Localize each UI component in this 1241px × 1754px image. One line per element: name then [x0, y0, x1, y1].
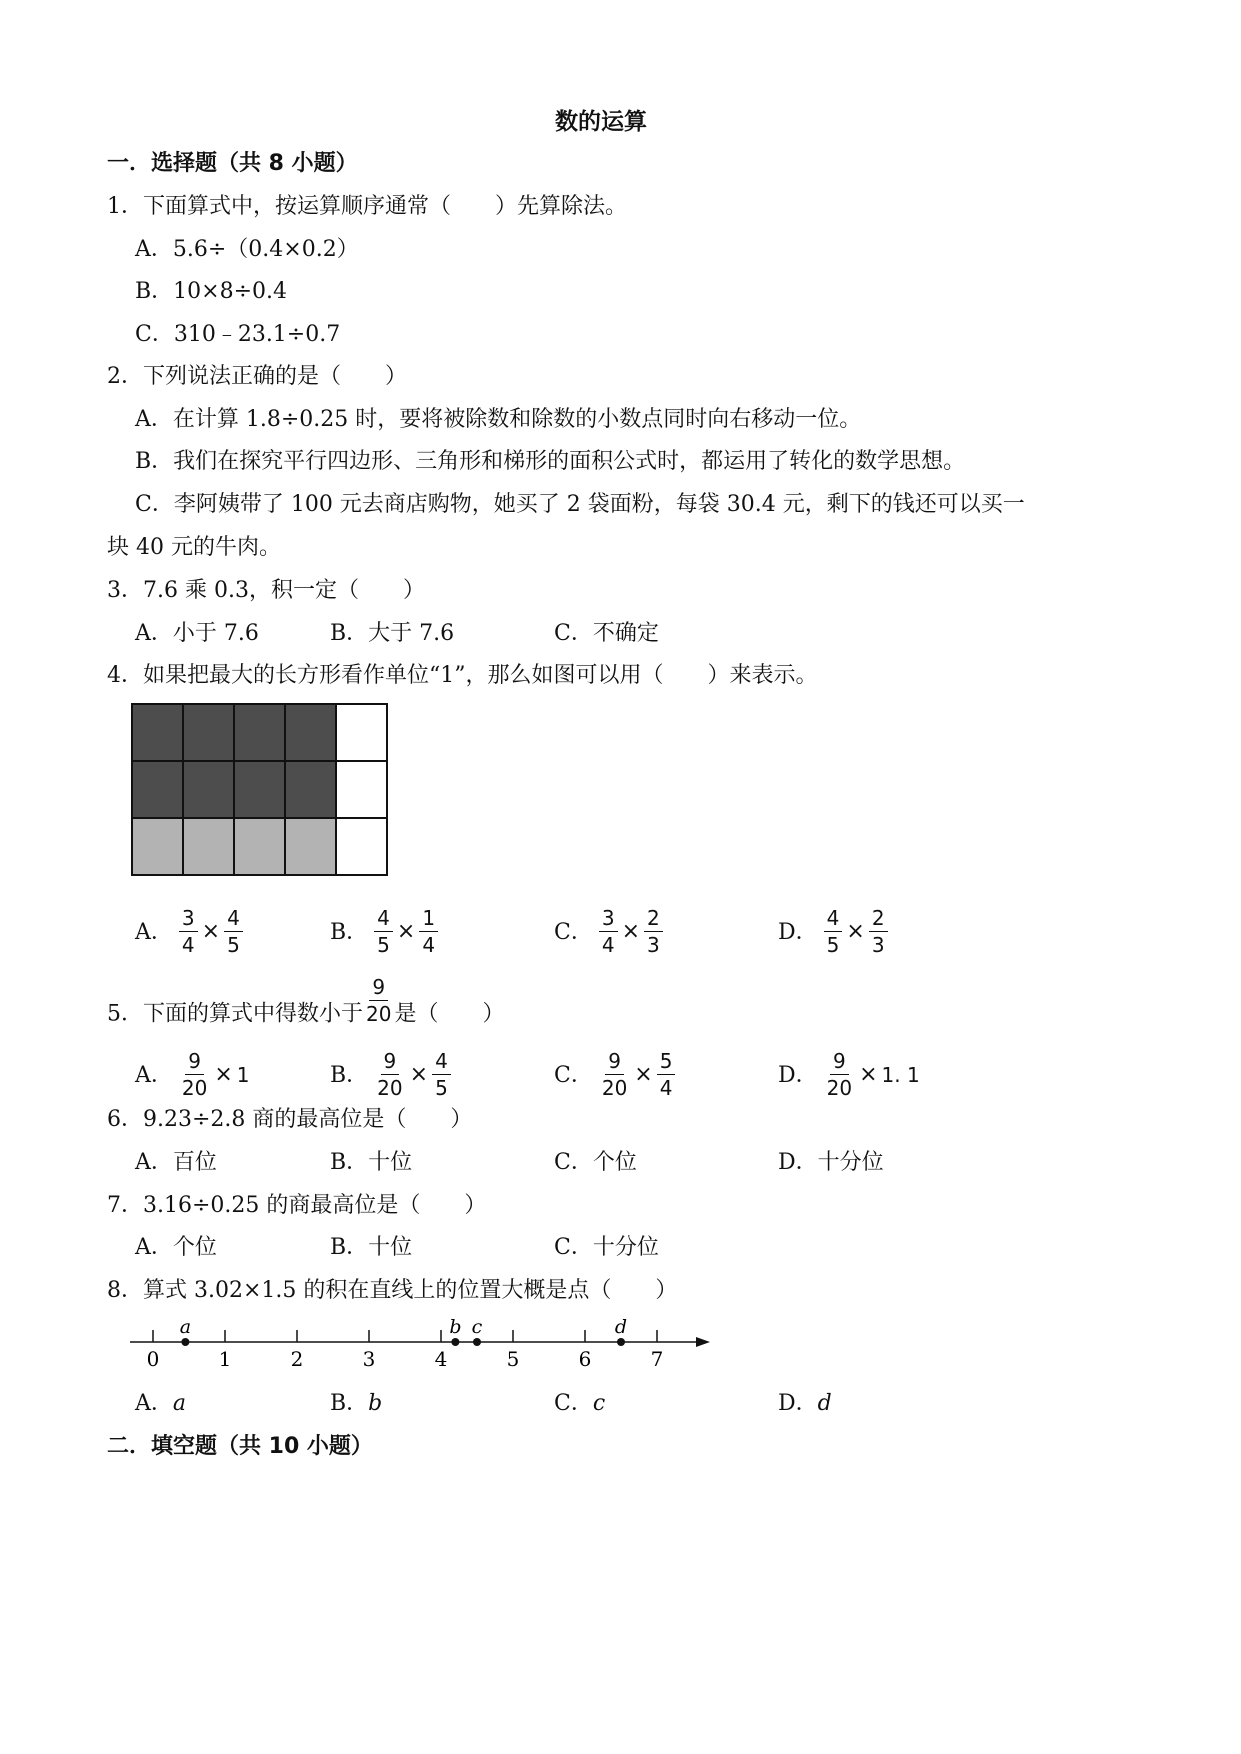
point-label: a	[179, 1316, 192, 1338]
grid-cell	[234, 704, 285, 761]
question-7: 7．3.16÷0.25 的商最高位是（ ）	[107, 1193, 487, 1218]
tick-label: 3	[362, 1347, 376, 1371]
q5-option-d[interactable]	[778, 1049, 920, 1113]
q6-option-a[interactable]: A．百位	[135, 1150, 217, 1175]
fraction: $\frac{9}{20}$	[377, 1049, 403, 1100]
point-d	[617, 1338, 625, 1346]
question-8: 8．算式 3.02×1.5 的积在直线上的位置大概是点（ ）	[107, 1278, 678, 1303]
tick-label: 1	[218, 1347, 232, 1371]
fraction-grid-figure	[130, 702, 390, 878]
q7-option-b[interactable]: B．十位	[330, 1235, 413, 1260]
grid-cell	[285, 818, 336, 875]
q1-option-c[interactable]: C．310﹣23.1÷0.7	[135, 322, 341, 347]
option-label: B．	[330, 1391, 369, 1416]
tick-label: 0	[146, 1347, 160, 1371]
grid-cell	[336, 818, 387, 875]
question-5	[107, 975, 505, 1039]
option-value: b	[368, 1391, 383, 1416]
math-expression	[599, 1050, 676, 1099]
math-expression	[824, 907, 888, 956]
q5-option-c[interactable]	[554, 1049, 675, 1113]
math-expression	[374, 1050, 451, 1099]
grid-cell	[132, 761, 183, 818]
q6-option-b[interactable]: B．十位	[330, 1150, 413, 1175]
option-label: B．	[330, 1063, 369, 1088]
q4-option-d[interactable]	[778, 906, 888, 970]
grid-cell	[183, 704, 234, 761]
arrow-head-icon	[696, 1337, 710, 1347]
q5-text-after: 是（ ）	[394, 1001, 505, 1027]
grid-cell	[234, 761, 285, 818]
fraction: $\frac{9}{20}$	[826, 1049, 853, 1100]
option-label: D．	[778, 1063, 818, 1088]
option-label: D．	[778, 1391, 818, 1416]
page-title: 数的运算	[555, 109, 647, 135]
q1-option-b[interactable]: B．10×8÷0.4	[135, 279, 288, 304]
question-4: 4．如果把最大的长方形看作单位“1”，那么如图可以用（ ）来表示。	[107, 663, 818, 688]
fraction: $\frac{4}{5}$	[374, 907, 393, 956]
option-value: d	[817, 1391, 832, 1416]
option-label: A．	[135, 1391, 173, 1416]
q7-option-c[interactable]: C．十分位	[554, 1235, 659, 1260]
option-label: A．	[135, 920, 173, 945]
point-label: c	[471, 1316, 483, 1338]
point-label: d	[614, 1316, 628, 1338]
times-operator: ×	[846, 918, 865, 944]
q5-text-before: 5．下面的算式中得数小于	[107, 1001, 363, 1027]
times-operator: ×	[214, 1061, 233, 1087]
fraction: $\frac{4}{5}$	[432, 1050, 451, 1099]
q2-option-c[interactable]: C．李阿姨带了 100 元去商店购物，她买了 2 袋面粉，每袋 30.4 元，剩下的钱还可以买一	[135, 492, 1025, 517]
number-line-figure	[120, 1316, 720, 1376]
times-operator: ×	[634, 1061, 653, 1087]
grid-cell	[183, 761, 234, 818]
q4-option-a[interactable]	[135, 906, 243, 970]
option-label: C．	[554, 1063, 593, 1088]
times-operator: ×	[396, 918, 416, 944]
fraction: $\frac{5}{4}$	[657, 1050, 676, 1099]
q3-option-a[interactable]: A．小于 7.6	[135, 621, 259, 646]
fraction: $\frac{3}{4}$	[599, 907, 618, 956]
option-label: B．	[330, 920, 369, 945]
q7-option-a[interactable]: A．个位	[135, 1235, 217, 1260]
tick-label: 7	[650, 1347, 664, 1371]
q3-option-c[interactable]: C．不确定	[554, 621, 659, 646]
point-b	[451, 1338, 459, 1346]
q8-option-c[interactable]	[554, 1389, 605, 1419]
grid-cell	[183, 818, 234, 875]
fraction: $\frac{9}{20}$	[181, 1049, 208, 1100]
q8-option-a[interactable]	[135, 1389, 186, 1419]
question-1: 1．下面算式中，按运算顺序通常（ ）先算除法。	[107, 194, 627, 219]
option-label: C．	[554, 1391, 593, 1416]
q2-option-c-continued: 块 40 元的牛肉。	[107, 535, 281, 560]
grid-cell	[285, 761, 336, 818]
section-heading-fill: 二．填空题（共 10 小题）	[107, 1434, 373, 1459]
tick-label: 4	[434, 1347, 448, 1371]
number: 1. 1	[881, 1062, 920, 1087]
section-heading-choice: 一．选择题（共 8 小题）	[107, 151, 358, 176]
fraction: $\frac{9}{20}$	[601, 1049, 628, 1100]
question-6: 6．9.23÷2.8 商的最高位是（ ）	[107, 1107, 473, 1132]
math-expression	[179, 907, 243, 956]
q2-option-a[interactable]: A．在计算 1.8÷0.25 时，要将被除数和除数的小数点同时向右移动一位。	[135, 407, 862, 432]
grid-cell	[132, 704, 183, 761]
q4-option-c[interactable]	[554, 906, 663, 970]
times-operator: ×	[409, 1061, 429, 1087]
point-label: b	[449, 1316, 462, 1338]
fraction: $\frac{1}{4}$	[419, 907, 438, 956]
fraction: $\frac{2}{3}$	[869, 907, 888, 956]
grid-cell	[336, 761, 387, 818]
question-3: 3．7.6 乘 0.3，积一定（ ）	[107, 578, 425, 603]
point-c	[473, 1338, 481, 1346]
q2-option-b[interactable]: B．我们在探究平行四边形、三角形和梯形的面积公式时，都运用了转化的数学思想。	[135, 449, 966, 474]
tick-label: 6	[578, 1347, 592, 1371]
number: 1	[236, 1062, 250, 1087]
grid-cell	[285, 704, 336, 761]
fraction: $\frac{4}{5}$	[824, 907, 843, 956]
option-label: A．	[135, 1063, 173, 1088]
q3-option-b[interactable]: B．大于 7.6	[330, 621, 455, 646]
question-2: 2．下列说法正确的是（ ）	[107, 364, 407, 389]
grid-cell	[336, 704, 387, 761]
times-operator: ×	[859, 1061, 878, 1087]
math-expression	[179, 1050, 250, 1099]
times-operator: ×	[621, 918, 641, 944]
fraction: $\frac{3}{4}$	[179, 907, 198, 956]
option-value: c	[592, 1391, 606, 1416]
option-value: a	[172, 1391, 187, 1416]
point-a	[181, 1338, 189, 1346]
math-expression	[374, 907, 438, 956]
q8-option-d[interactable]	[778, 1389, 832, 1419]
times-operator: ×	[201, 918, 221, 944]
q6-option-c[interactable]: C．个位	[554, 1150, 637, 1175]
fraction: $\frac{4}{5}$	[224, 907, 243, 956]
tick-label: 5	[506, 1347, 520, 1371]
q5-fraction: $\frac{9}{20}$	[366, 975, 392, 1026]
q1-option-a[interactable]: A．5.6÷（0.4×0.2）	[135, 237, 359, 262]
q8-option-b[interactable]	[330, 1389, 382, 1419]
grid-cell	[234, 818, 285, 875]
tick-label: 2	[290, 1347, 304, 1371]
grid-cell	[132, 818, 183, 875]
math-expression	[599, 907, 663, 956]
q6-option-d[interactable]: D．十分位	[778, 1150, 884, 1175]
q4-option-b[interactable]	[330, 906, 438, 970]
math-expression	[824, 1050, 920, 1099]
fraction: $\frac{2}{3}$	[644, 907, 663, 956]
option-label: D．	[778, 920, 818, 945]
option-label: C．	[554, 920, 593, 945]
